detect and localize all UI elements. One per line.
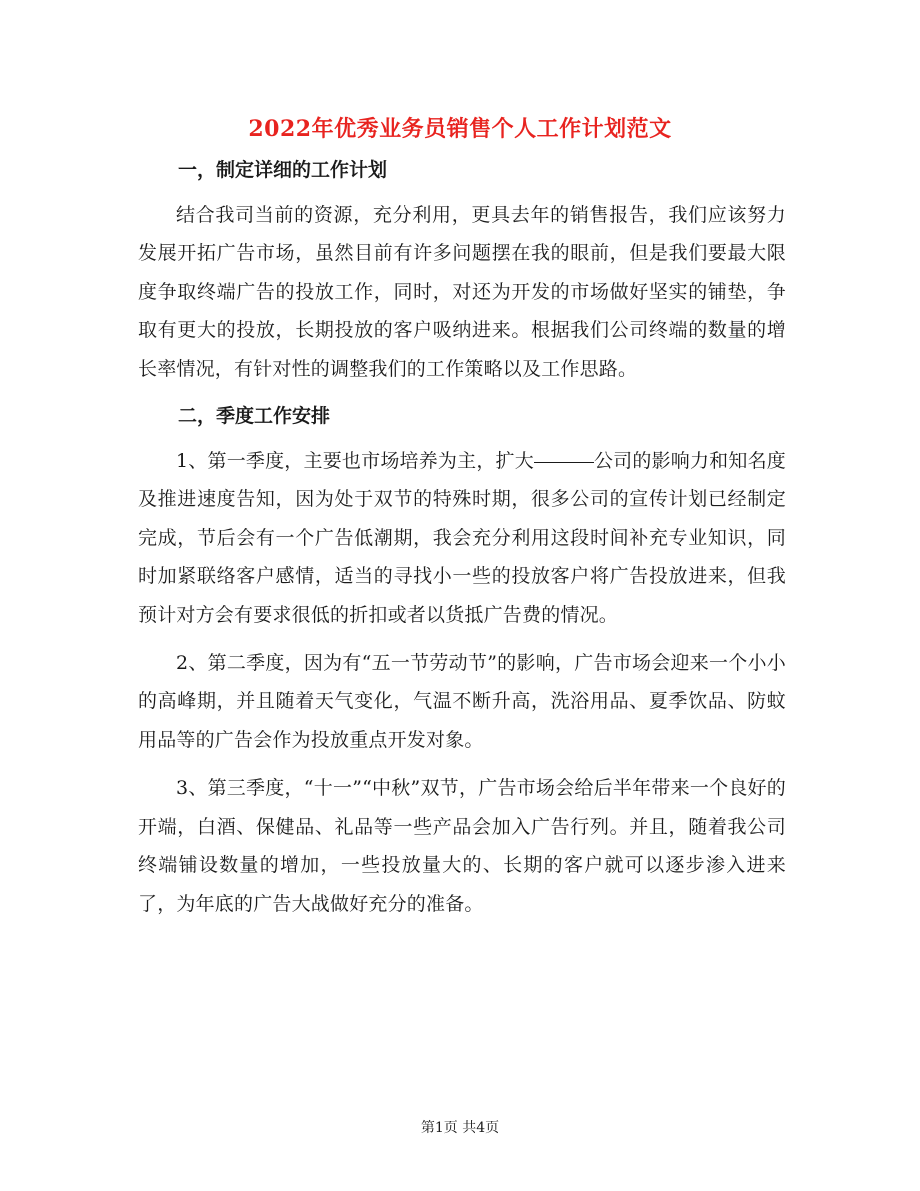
section-heading-1: 一，制定详细的工作计划	[178, 159, 388, 181]
paragraph: 结合我司当前的资源，充分利用，更具去年的销售报告，我们应该努力发展开拓广告市场，虽然目前有许多问题摆在我的眼前，但是我们要最大限度争取终端广告的投放工作，同时，对还为开发的市场做好坚实的铺垫，争取有更大的投放，长期投放的客户吸纳进来。根据我们公司终端的数量的增长率情况，有针对性的调整我们的工作策略以及工作思路。	[138, 204, 786, 380]
section-heading-2: 二，季度工作安排	[178, 405, 331, 428]
fill-in-blank	[534, 461, 594, 463]
page-footer: 第1页 共4页	[420, 1120, 500, 1136]
document-title: 2022年优秀业务员销售个人工作计划范文	[248, 116, 672, 142]
paragraph-text: 1、第一季度，主要也市场培养为主，扩大	[176, 450, 534, 473]
paragraph-quarter-3: 3、第三季度，“十一”“中秋”双节，广告市场会给后半年带来一个良好的开端，白酒、保健品、礼品等一些产品会加入广告行列。并且，随着我公司终端铺设数量的增加，一些投放量大的、长期的客户就可以逐步渗入进来了，为年底的广告大战做好充分的准备。	[138, 777, 786, 915]
paragraph-quarter-2: 2、第二季度，因为有“五一节劳动节”的影响，广告市场会迎来一个小小的高峰期，并且随着天气变化，气温不断升高，洗浴用品、夏季饮品、防蚊用品等的广告会作为投放重点开发对象。	[138, 652, 786, 751]
document-body	[138, 152, 786, 933]
paragraph-quarter-1	[138, 442, 786, 634]
paragraph-text: 公司的影响力和知名度及推进速度告知，因为处于双节的特殊时期，很多公司的宣传计划已经制定完成，节后会有一个广告低潮期，我会充分利用这段时间补充专业知识，同时加紧联络客户感情，适当的寻找小一些的投放客户将广告投放进来，但我预计对方会有要求很低的折扣或者以货抵广告费的情况。	[138, 450, 786, 626]
